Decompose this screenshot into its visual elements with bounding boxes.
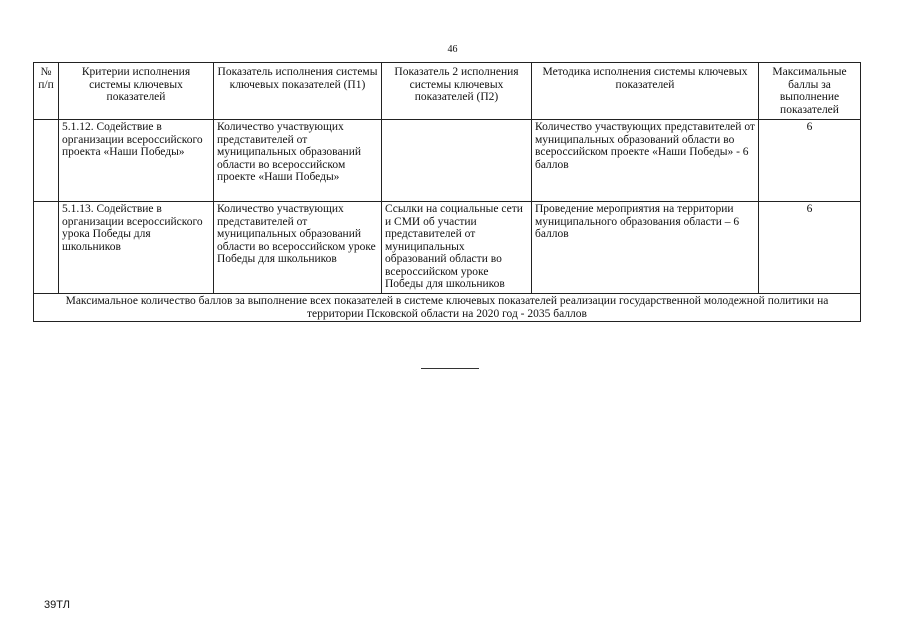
criteria-table (33, 62, 861, 322)
cell-criterion: 5.1.12. Содействие в организации всероссийского проекта «Наши Победы» (59, 120, 214, 202)
header-method: Методика исполнения системы ключевых показателей (532, 63, 759, 120)
footer-code: 39ТЛ (44, 599, 70, 611)
header-criterion: Критерии исполнения системы ключевых показателей (59, 63, 214, 120)
cell-method: Проведение мероприятия на территории муниципального образования области – 6 баллов (532, 202, 759, 294)
cell-indicator-p2 (382, 120, 532, 202)
cell-indicator-p1: Количество участвующих представителей от муниципальных образований области во всероссийском уроке Победы для школьников (214, 202, 382, 294)
cell-criterion: 5.1.13. Содействие в организации всероссийского урока Победы для школьников (59, 202, 214, 294)
cell-method: Количество участвующих представителей от муниципальных образований области во всероссийском проекте «Наши Победы» - 6 баллов (532, 120, 759, 202)
header-indicator-p1: Показатель исполнения системы ключевых показателей (П1) (214, 63, 382, 120)
cell-indicator-p2: Ссылки на социальные сети и СМИ об участии представителей от муниципальных образований области во всероссийском уроке Победы для школьников (382, 202, 532, 294)
divider-line (421, 368, 479, 369)
table-row (34, 120, 861, 202)
table-row (34, 202, 861, 294)
header-number: № п/п (34, 63, 59, 120)
summary-cell: Максимальное количество баллов за выполнение всех показателей в системе ключевых показателей реализации государственной молодежной политики на территории Псковской области на 2020 год - 2035 баллов (34, 294, 861, 322)
summary-row (34, 294, 861, 322)
cell-max-score: 6 (759, 202, 861, 294)
header-max-score: Максимальные баллы за выполнение показателей (759, 63, 861, 120)
page-number: 46 (447, 44, 458, 55)
header-indicator-p2: Показатель 2 исполнения системы ключевых показателей (П2) (382, 63, 532, 120)
cell-number (34, 120, 59, 202)
cell-max-score: 6 (759, 120, 861, 202)
cell-indicator-p1: Количество участвующих представителей от муниципальных образований области во всероссийском проекте «Наши Победы» (214, 120, 382, 202)
cell-number (34, 202, 59, 294)
table-header-row (34, 63, 861, 120)
